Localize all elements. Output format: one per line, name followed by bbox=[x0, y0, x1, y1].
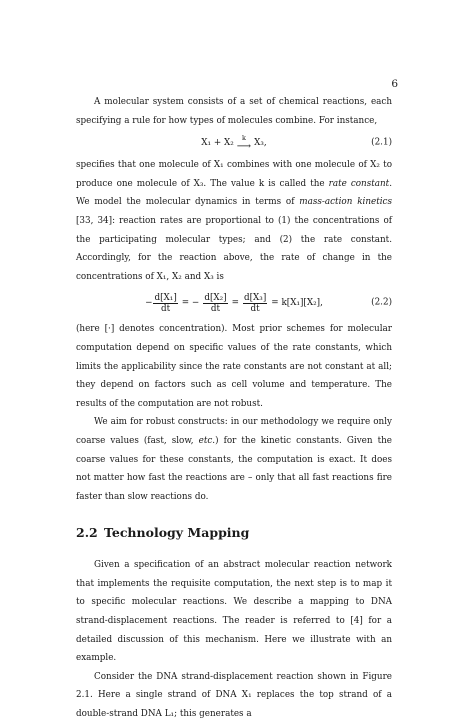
eq1-number: (2.1) bbox=[371, 137, 392, 148]
term-etc: etc. bbox=[198, 435, 216, 446]
reaction-arrow-icon: ⟶ bbox=[236, 141, 252, 153]
term-rate-constant: rate constant. bbox=[328, 178, 393, 189]
eq2-frac-x1 bbox=[153, 293, 177, 314]
p2-text-a: specifies that one molecule of X₁ combines with one molecule of X₂ to produce one molecule of X₃. The value k is called the bbox=[76, 160, 392, 189]
term-mass-action-kinetics: mass-action kinetics bbox=[299, 197, 392, 208]
eq2-number: (2.2) bbox=[371, 298, 392, 309]
paragraph-robustness: (here [·] denotes concentration). Most prior schemes for molecular computation depend on specific values of the rate constants, which limits the applicability since the rate constants are not constant at all; they depend on factors such as cell volume and temperature. The results of the computation are not robust. bbox=[76, 324, 392, 409]
eq1-rhs: X₃, bbox=[254, 137, 267, 148]
eq2-frac-x1-den: dt bbox=[161, 303, 171, 314]
eq2-sign: − bbox=[145, 298, 153, 309]
section-number: 2.2 bbox=[76, 525, 98, 541]
eq1-lhs: X₁ + X₂ bbox=[201, 137, 234, 148]
eq2-frac-x2 bbox=[203, 293, 227, 314]
eq2-frac-x2-den: dt bbox=[210, 303, 221, 314]
p2-text-b: We model the molecular dynamics in terms of bbox=[76, 197, 300, 208]
equation-2-2 bbox=[76, 286, 392, 320]
page-number: 6 bbox=[391, 78, 398, 90]
eq2-frac-x2-num: d[X₂] bbox=[204, 292, 227, 303]
p4-text-a: We aim for robust constructs: in our methodology we require only coarse values (fast, slow, bbox=[76, 417, 392, 446]
paragraph-coarse-values bbox=[76, 413, 392, 506]
eq2-frac-x3 bbox=[243, 293, 267, 314]
eq2-frac-x3-num: d[X₃] bbox=[243, 292, 267, 303]
eq2-equals-b: = bbox=[231, 298, 239, 309]
paragraph-strand-displacement: Consider the DNA strand-displacement reaction shown in Figure 2.1. Here a single strand of DNA X₁ replaces the top strand of a double-strand DNA L₁; this generates a bbox=[76, 671, 392, 720]
eq1-arrow bbox=[237, 135, 251, 151]
section-title: Technology Mapping bbox=[104, 525, 250, 541]
paragraph-intro: A molecular system consists of a set of chemical reactions, each specifying a rule for how types of molecules combine. For instance, bbox=[76, 97, 392, 126]
p2-text-c: [33, 34]: reaction rates are proportional to (1) the concentrations of the participating molecular types; and (2) the rate constant. Accordingly, for the reaction above, the rate of change in the concentrations of X₁, X₂ and X₃ is bbox=[76, 215, 392, 282]
eq1-rate-label: k bbox=[241, 134, 246, 143]
paragraph-tech-mapping: Given a specification of an abstract molecular reaction network that implements the requisite computation, the next step is to map it to specific molecular reactions. We describe a mapping to DNA strand-displacement reactions. The reader is referred to [4] for a detailed discussion of this mechanism. Here we illustrate with an example. bbox=[76, 560, 392, 664]
paragraph-mass-action bbox=[76, 156, 392, 286]
eq2-frac-x3-den: dt bbox=[250, 303, 260, 314]
eq2-rhs: = k[X₁][X₂], bbox=[271, 298, 323, 309]
body-text bbox=[76, 93, 392, 724]
equation-2-1 bbox=[76, 130, 392, 156]
eq2-equals-a: = − bbox=[181, 298, 200, 309]
section-heading bbox=[76, 524, 392, 542]
eq2-frac-x1-num: d[X₁] bbox=[154, 292, 177, 303]
p4-text-b: ) for the kinetic constants. Given the coarse values for these constants, the computation is exact. It does not matter how fast the reactions are – only that all fast reactions fire faster than slow reactions do. bbox=[76, 435, 392, 502]
